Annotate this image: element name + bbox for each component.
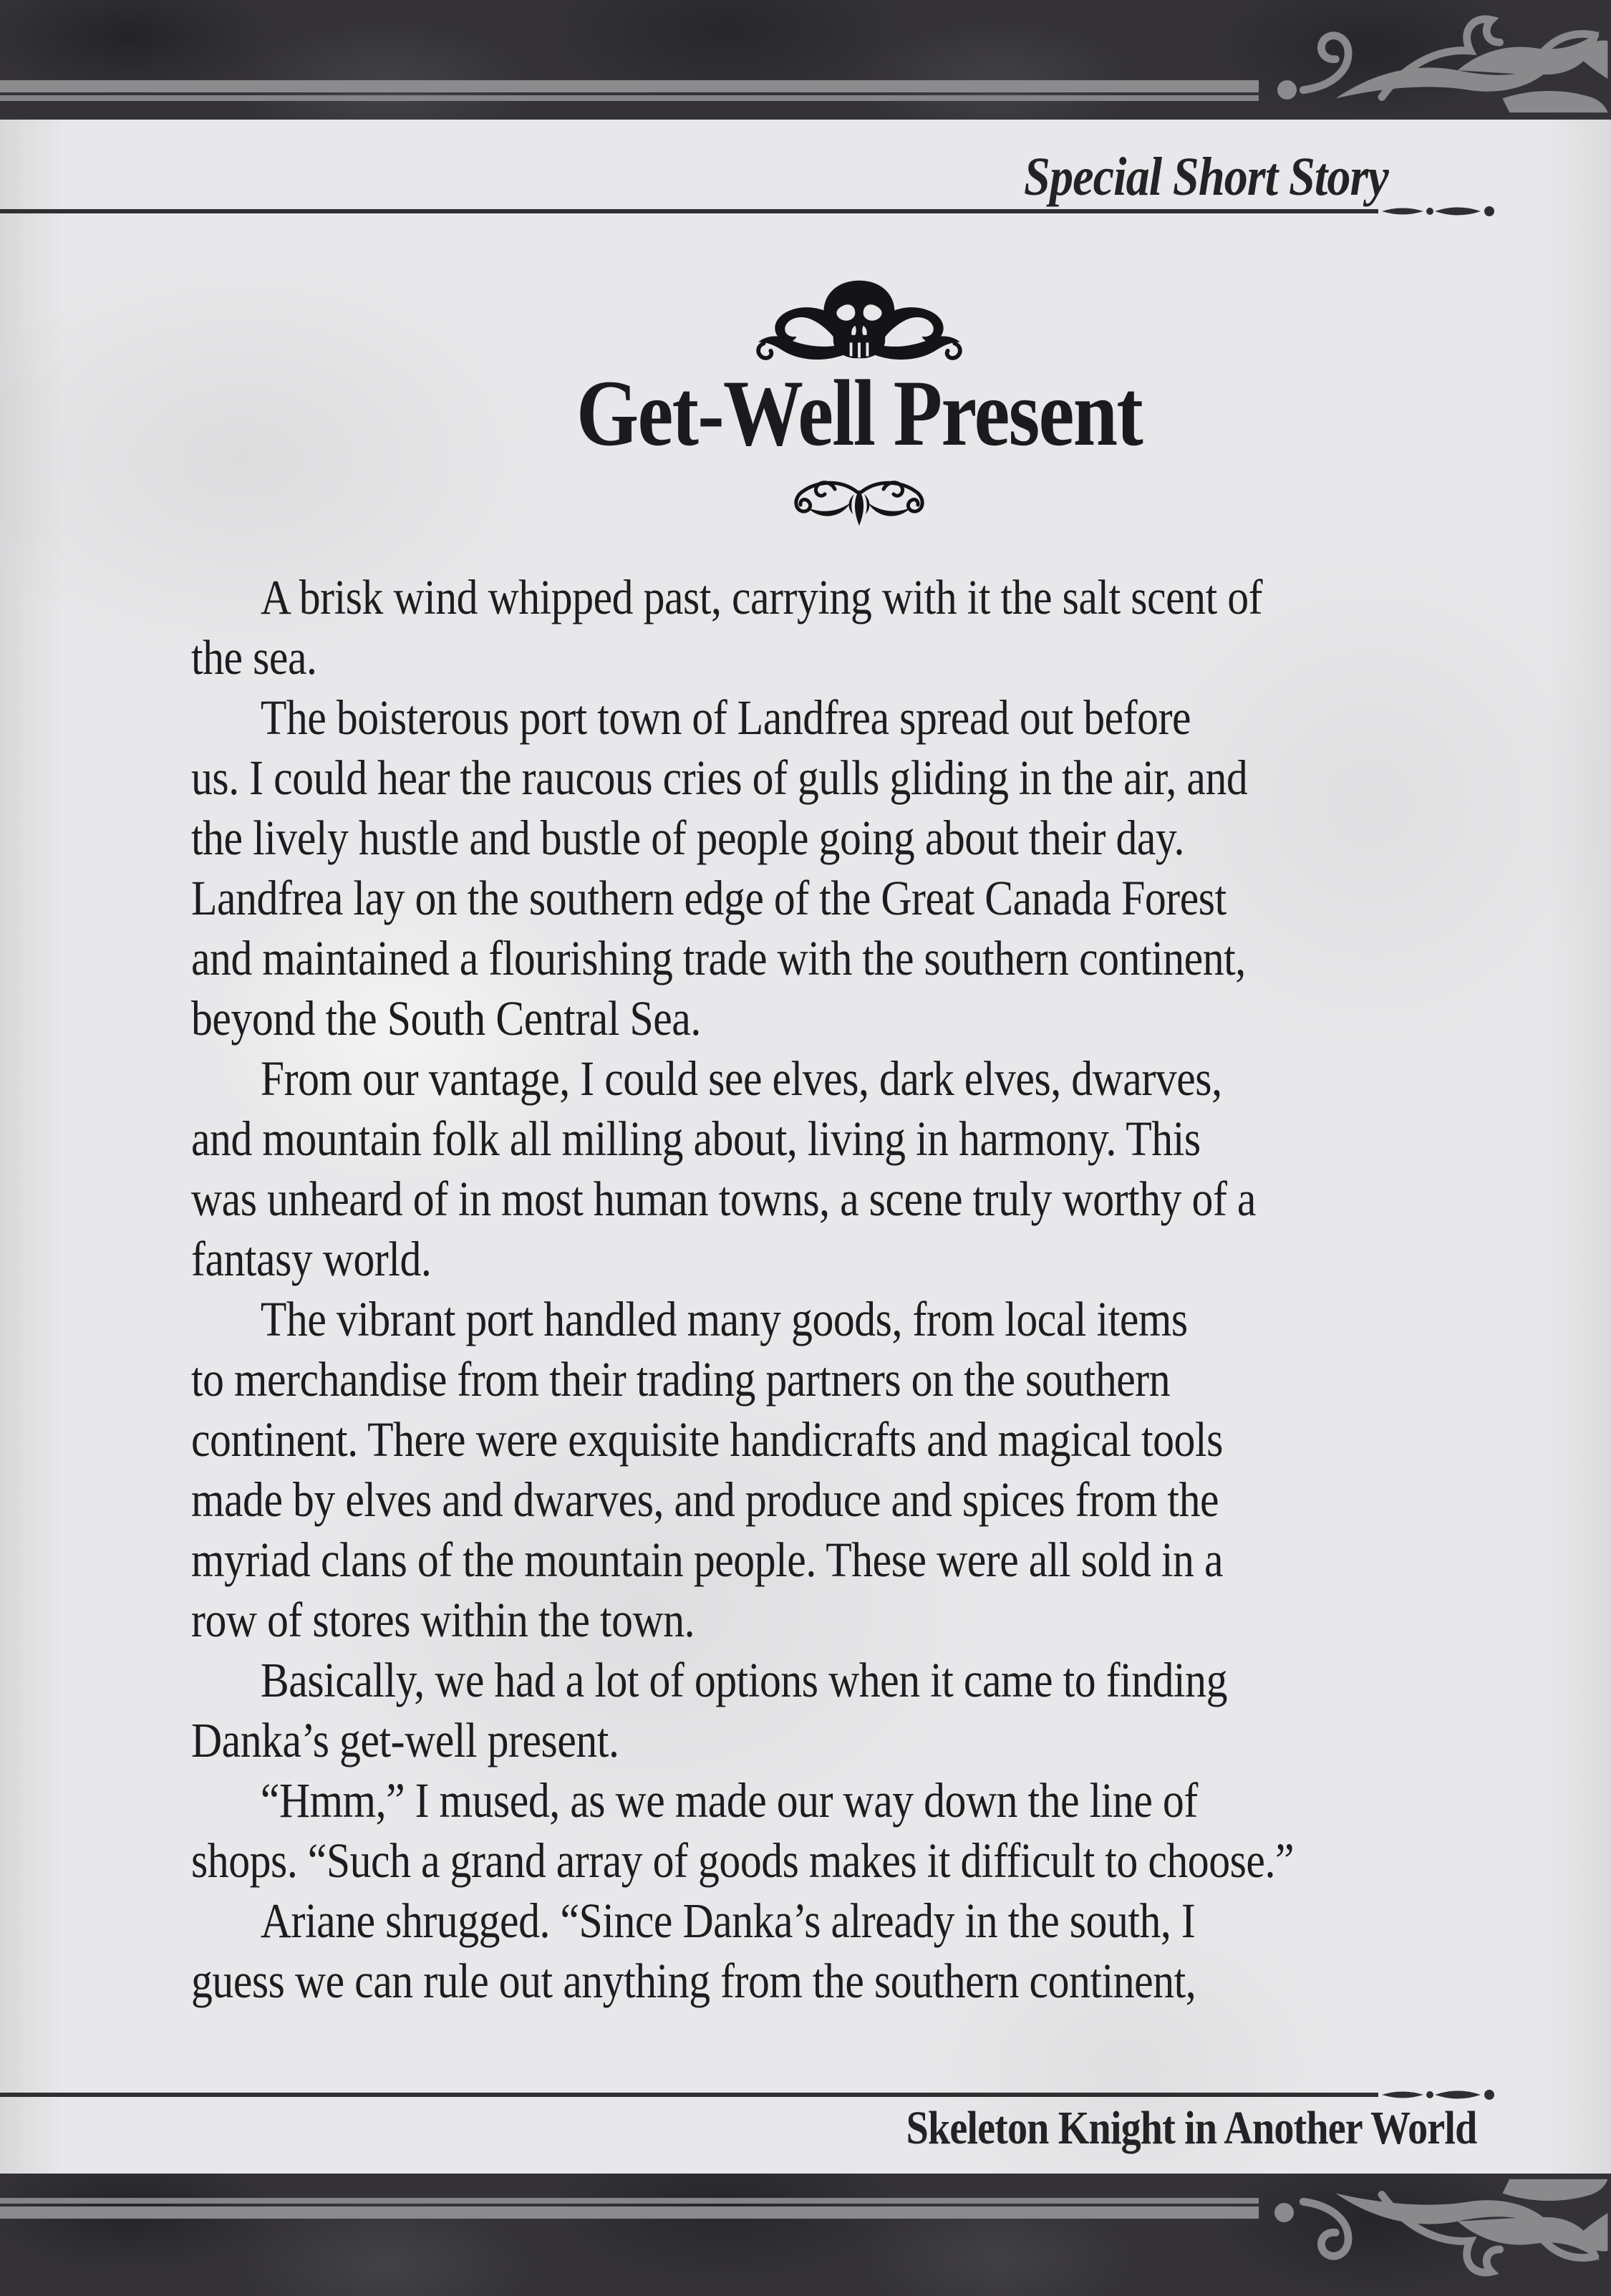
bottom-band-stripe-thin [0, 2198, 1259, 2204]
body-line: the lively hustle and bustle of people going about their day. [191, 811, 1184, 865]
acanthus-scroll-icon [1289, 2176, 1611, 2280]
story-body [191, 567, 1504, 2011]
body-line: myriad clans of the mountain people. These were all sold in a [191, 1533, 1224, 1587]
paragraph [191, 1770, 1504, 1891]
paragraph [191, 567, 1504, 688]
paragraph [191, 1048, 1504, 1289]
top-border-band [0, 0, 1611, 120]
body-line: “Hmm,” I mused, as we made our way down the line of [260, 1773, 1198, 1828]
header-rule-with-diamond-finial [0, 198, 1504, 224]
body-line: beyond the South Central Sea. [191, 991, 701, 1046]
page-title: Get-Well Present [576, 360, 1143, 466]
body-line: made by elves and dwarves, and produce and spices from the [191, 1472, 1219, 1527]
floral-divider-icon [784, 473, 934, 531]
body-line: guess we can rule out anything from the southern continent, [191, 1954, 1196, 2008]
body-line: and mountain folk all milling about, living in harmony. This [191, 1111, 1201, 1166]
paragraph [191, 688, 1504, 1048]
body-line: Danka’s get-well present. [191, 1713, 619, 1767]
body-line: and maintained a flourishing trade with the southern continent, [191, 931, 1246, 985]
body-line: fantasy world. [191, 1232, 432, 1286]
skull-flourish-icon [748, 278, 970, 362]
body-line: The vibrant port handled many goods, from local items [260, 1292, 1188, 1346]
body-line: shops. “Such a grand array of goods makes it difficult to choose.” [191, 1833, 1295, 1888]
top-band-stripe-thick [0, 80, 1259, 92]
paragraph [191, 1650, 1504, 1770]
section-header: Special Short Story [1024, 147, 1388, 207]
body-line: Basically, we had a lot of options when it came to finding [260, 1653, 1228, 1707]
body-line: the sea. [191, 630, 317, 685]
body-line: From our vantage, I could see elves, dark elves, dwarves, [260, 1051, 1222, 1106]
body-line: Ariane shrugged. “Since Danka’s already in the south, I [260, 1894, 1196, 1948]
body-line: A brisk wind whipped past, carrying with it the salt scent of [260, 570, 1263, 624]
series-title: Skeleton Knight in Another World [906, 2102, 1476, 2154]
body-line: to merchandise from their trading partners on the southern [191, 1352, 1171, 1407]
paragraph [191, 1891, 1504, 2011]
body-line: row of stores within the town. [191, 1593, 695, 1647]
paragraph [191, 1289, 1504, 1650]
body-line: us. I could hear the raucous cries of gulls gliding in the air, and [191, 751, 1248, 805]
bottom-band-stripe-thick [0, 2206, 1259, 2219]
body-line: Landfrea lay on the southern edge of the Great Canada Forest [191, 871, 1227, 925]
body-line: was unheard of in most human towns, a scene truly worthy of a [191, 1172, 1256, 1226]
body-line: The boisterous port town of Landfrea spread out before [260, 690, 1191, 745]
bottom-border-band [0, 2174, 1611, 2296]
acanthus-scroll-icon [1289, 11, 1611, 115]
body-line: continent. There were exquisite handicrafts and magical tools [191, 1412, 1223, 1467]
top-band-stripe-thin [0, 95, 1259, 101]
